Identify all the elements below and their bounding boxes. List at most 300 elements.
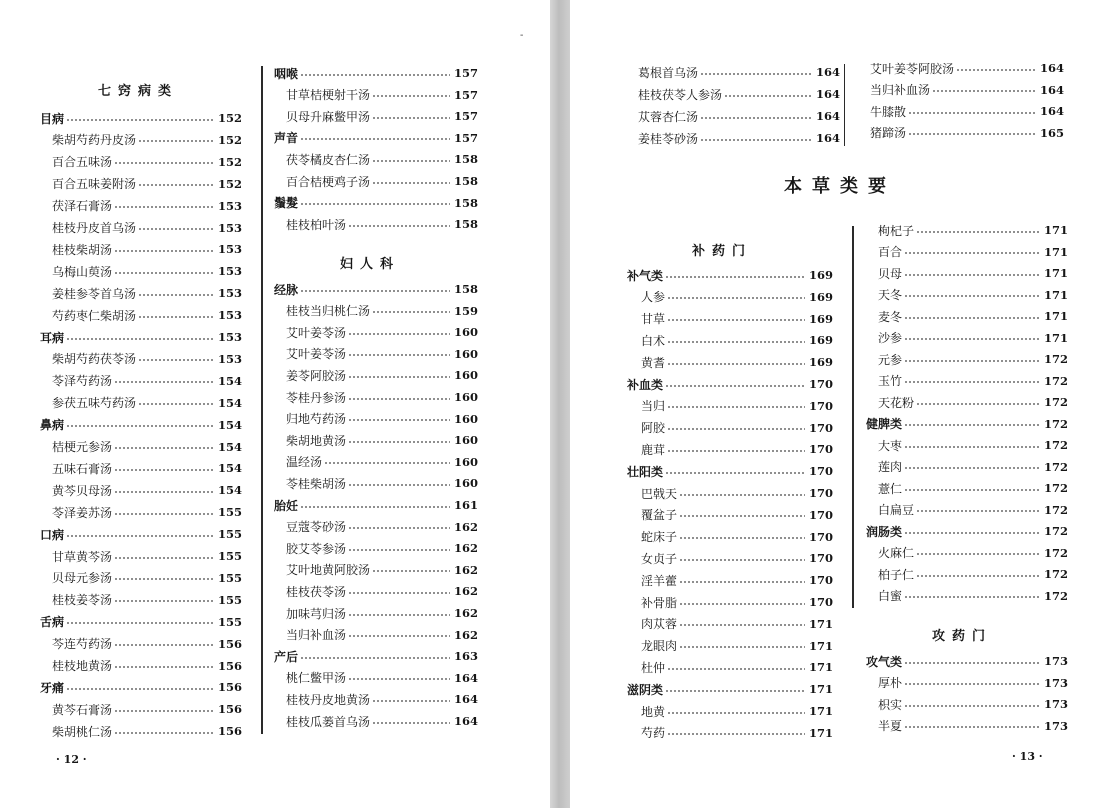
leader-dots xyxy=(724,95,812,97)
toc-entry-row xyxy=(878,220,1069,240)
toc-page-number: 170 xyxy=(809,377,834,391)
toc-entry-row xyxy=(641,723,834,743)
toc-page-number: 162 xyxy=(454,627,479,642)
toc-entry-row xyxy=(52,721,243,741)
toc-page-number: 172 xyxy=(1044,567,1069,581)
toc-entry-row xyxy=(52,371,243,391)
toc-page-number: 164 xyxy=(816,65,841,79)
toc-entry-row xyxy=(286,517,479,537)
toc-entry-title: 人参 xyxy=(641,290,666,305)
toc-entry-row xyxy=(641,287,834,307)
toc-entry-title: 龙眼肉 xyxy=(641,639,678,654)
leader-dots xyxy=(300,138,450,140)
toc-category-row xyxy=(274,63,479,83)
leader-dots xyxy=(114,578,214,580)
leader-dots xyxy=(348,376,450,378)
toc-entry-row xyxy=(641,636,834,656)
toc-page-number: 153 xyxy=(218,242,243,257)
toc-entry-row xyxy=(52,656,243,676)
leader-dots xyxy=(66,622,214,624)
toc-entry-row xyxy=(641,309,834,329)
leader-dots xyxy=(348,354,450,356)
toc-entry-row xyxy=(286,409,479,429)
toc-page-number: 164 xyxy=(816,87,841,101)
leader-dots xyxy=(665,276,805,278)
toc-entry-title: 茯泽石膏汤 xyxy=(52,199,113,214)
toc-page-number: 154 xyxy=(218,439,243,454)
toc-entry-row xyxy=(286,452,479,472)
toc-page-number: 170 xyxy=(809,398,834,413)
toc-category-row xyxy=(627,265,834,285)
toc-entry-row xyxy=(878,564,1069,584)
toc-entry-title: 乌梅山萸汤 xyxy=(52,264,113,279)
toc-entry-row xyxy=(870,101,1065,121)
toc-entry-row xyxy=(286,365,479,385)
leader-dots xyxy=(916,231,1040,233)
toc-entry-title: 鹿茸 xyxy=(641,442,666,457)
leader-dots xyxy=(348,635,450,637)
toc-entry-row xyxy=(641,352,834,372)
leader-dots xyxy=(348,398,450,400)
toc-entry-title: 补血类 xyxy=(627,377,664,392)
leader-dots xyxy=(904,726,1040,728)
toc-page-number: 153 xyxy=(218,351,243,366)
leader-dots xyxy=(679,559,805,561)
leader-dots xyxy=(348,549,450,551)
toc-entry-row xyxy=(878,500,1069,520)
leader-dots xyxy=(138,316,214,318)
toc-entry-title: 葛根首乌汤 xyxy=(638,65,699,80)
toc-page-number: 154 xyxy=(218,461,243,476)
toc-entry-title: 白蜜 xyxy=(878,589,903,603)
leader-dots xyxy=(138,294,214,296)
toc-page-number: 164 xyxy=(1040,82,1065,97)
toc-entry-title: 苓泽姜苏汤 xyxy=(52,505,113,520)
toc-entry-row xyxy=(52,239,243,259)
toc-category-row xyxy=(866,414,1069,434)
section-heading-qiqiao: 七窍病类 xyxy=(98,84,179,99)
toc-entry-title: 产后 xyxy=(274,649,299,664)
leader-dots xyxy=(679,646,805,648)
toc-entry-row xyxy=(641,483,834,503)
toc-category-row xyxy=(40,108,243,128)
leader-dots xyxy=(904,467,1040,469)
toc-entry-row xyxy=(878,392,1069,412)
toc-entry-title: 半夏 xyxy=(878,719,903,733)
toc-entry-title: 天冬 xyxy=(878,288,903,302)
toc-entry-row xyxy=(286,85,479,105)
toc-entry-row xyxy=(878,586,1069,606)
toc-entry-row xyxy=(286,214,479,234)
leader-dots xyxy=(114,162,214,164)
toc-entry-title: 声音 xyxy=(274,131,299,146)
toc-entry-title: 火麻仁 xyxy=(878,546,915,560)
toc-page-number: 172 xyxy=(1044,459,1069,474)
toc-entry-row xyxy=(641,701,834,721)
stray-mark: - xyxy=(520,30,524,41)
toc-entry-title: 元参 xyxy=(878,352,903,367)
leader-dots xyxy=(372,722,450,724)
leader-dots xyxy=(916,575,1040,577)
toc-entry-title: 牛膝散 xyxy=(870,104,907,119)
toc-entry-row xyxy=(286,322,479,342)
leader-dots xyxy=(904,317,1040,319)
leader-dots xyxy=(372,182,450,184)
right-page xyxy=(570,0,1119,808)
leader-dots xyxy=(138,359,214,361)
leader-dots xyxy=(904,446,1040,448)
toc-page-number: 171 xyxy=(809,638,834,653)
toc-entry-title: 茯苓橘皮杏仁汤 xyxy=(286,152,371,167)
leader-dots xyxy=(916,403,1040,405)
toc-entry-title: 耳病 xyxy=(40,330,65,345)
leader-dots xyxy=(114,491,214,493)
toc-entry-title: 桔梗元参汤 xyxy=(52,440,113,454)
toc-entry-title: 柴胡地黄汤 xyxy=(286,433,347,448)
toc-entry-title: 桂枝姜苓汤 xyxy=(52,593,113,608)
toc-entry-row xyxy=(878,694,1069,714)
toc-entry-row xyxy=(286,538,479,558)
toc-page-number: 160 xyxy=(454,368,479,383)
leader-dots xyxy=(138,228,214,230)
toc-page-number: 169 xyxy=(809,268,834,282)
leader-dots xyxy=(114,600,214,602)
leader-dots xyxy=(348,484,450,486)
toc-page-number: 155 xyxy=(218,592,243,607)
toc-entry-row xyxy=(52,568,243,588)
toc-entry-row xyxy=(641,439,834,459)
leader-dots xyxy=(348,419,450,421)
toc-page-number: 157 xyxy=(454,109,479,124)
toc-page-number: 169 xyxy=(809,311,834,326)
toc-entry-title: 贝母升麻鳖甲汤 xyxy=(286,109,371,124)
leader-dots xyxy=(667,668,805,670)
toc-entry-row xyxy=(52,152,243,172)
leader-dots xyxy=(904,662,1040,664)
leader-dots xyxy=(904,489,1040,491)
toc-entry-title: 温经汤 xyxy=(286,455,323,470)
leader-dots xyxy=(114,666,214,668)
leader-dots xyxy=(348,592,450,594)
toc-page-number: 154 xyxy=(218,417,243,432)
toc-entry-title: 桂枝茯苓汤 xyxy=(286,584,347,599)
toc-entry-row xyxy=(286,344,479,364)
toc-entry-title: 目病 xyxy=(40,111,65,126)
toc-entry-title: 豆蔻苓砂汤 xyxy=(286,520,347,535)
toc-category-row xyxy=(274,193,479,213)
leader-dots xyxy=(904,532,1040,534)
toc-page-number: 153 xyxy=(218,308,243,323)
toc-page-number: 153 xyxy=(218,198,243,213)
toc-category-row xyxy=(40,327,243,347)
toc-entry-row xyxy=(638,106,841,126)
toc-category-row xyxy=(40,677,243,697)
toc-entry-row xyxy=(52,437,243,457)
column-rule-short xyxy=(844,64,845,146)
toc-page-number: 172 xyxy=(1044,438,1069,452)
toc-category-row xyxy=(274,646,479,666)
leader-dots xyxy=(324,462,450,464)
leader-dots xyxy=(372,160,450,162)
toc-page-number: 154 xyxy=(218,395,243,410)
leader-dots xyxy=(679,603,805,605)
leader-dots xyxy=(66,119,214,121)
leader-dots xyxy=(138,184,214,186)
toc-entry-title: 芍药枣仁柴胡汤 xyxy=(52,308,137,323)
toc-page-number: 155 xyxy=(218,505,243,520)
column-rule xyxy=(852,226,854,608)
toc-entry-title: 枳实 xyxy=(878,697,903,712)
toc-entry-title: 百合五味姜附汤 xyxy=(52,177,137,192)
toc-entry-row xyxy=(52,634,243,654)
toc-entry-title: 滋阴类 xyxy=(627,682,664,697)
toc-entry-row xyxy=(641,505,834,525)
toc-page-number: 171 xyxy=(809,682,834,697)
leader-dots xyxy=(372,95,450,97)
toc-category-row xyxy=(627,374,834,394)
toc-entry-title: 黄耆 xyxy=(641,355,666,370)
toc-entry-title: 壮阳类 xyxy=(627,464,664,479)
toc-entry-row xyxy=(52,130,243,150)
toc-page-number: 164 xyxy=(454,714,479,728)
toc-page-number: 162 xyxy=(454,606,479,620)
toc-entry-title: 桂枝柏叶汤 xyxy=(286,217,347,232)
toc-entry-title: 苓泽芍药汤 xyxy=(52,374,113,389)
leader-dots xyxy=(114,272,214,274)
toc-page-number: 170 xyxy=(809,573,834,588)
toc-page-number: 172 xyxy=(1044,502,1069,517)
leader-dots xyxy=(138,403,214,405)
toc-entry-title: 百合桔梗鸡子汤 xyxy=(286,174,371,189)
toc-page-number: 172 xyxy=(1044,352,1069,366)
toc-entry-title: 白扁豆 xyxy=(878,503,915,517)
leader-dots xyxy=(667,319,805,321)
toc-entry-row xyxy=(286,689,479,709)
toc-page-number: 160 xyxy=(454,390,479,404)
toc-page-number: 154 xyxy=(218,483,243,498)
toc-entry-row xyxy=(878,478,1069,498)
leader-dots xyxy=(372,117,450,119)
toc-entry-title: 枸杞子 xyxy=(878,223,915,238)
toc-entry-row xyxy=(641,570,834,590)
toc-page-number: 172 xyxy=(1044,416,1069,431)
toc-page-number: 172 xyxy=(1044,545,1069,560)
main-heading-bencao: 本草类要 xyxy=(784,176,896,197)
toc-page-number: 160 xyxy=(454,454,479,469)
toc-entry-row xyxy=(286,668,479,688)
leader-dots xyxy=(667,297,805,299)
toc-page-number: 158 xyxy=(454,174,479,188)
leader-dots xyxy=(908,133,1036,135)
toc-entry-row xyxy=(878,349,1069,369)
toc-page-number: 156 xyxy=(218,680,243,695)
toc-category-row xyxy=(274,495,479,515)
leader-dots xyxy=(904,596,1040,598)
toc-entry-title: 甘草 xyxy=(641,312,666,327)
toc-entry-title: 润肠类 xyxy=(866,524,903,539)
toc-entry-row xyxy=(638,84,841,104)
toc-page-number: 153 xyxy=(218,330,243,344)
toc-entry-title: 艾叶姜苓汤 xyxy=(286,347,347,362)
toc-category-row xyxy=(866,651,1069,671)
toc-page-number: 162 xyxy=(454,584,479,599)
toc-page-number: 169 xyxy=(809,355,834,370)
leader-dots xyxy=(348,441,450,443)
toc-entry-title: 牙痛 xyxy=(40,680,65,695)
toc-entry-title: 苁蓉杏仁汤 xyxy=(638,109,699,124)
toc-page-number: 171 xyxy=(1044,287,1069,302)
page-gutter xyxy=(550,0,570,808)
toc-entry-title: 加味芎归汤 xyxy=(286,606,347,621)
leader-dots xyxy=(904,295,1040,297)
leader-dots xyxy=(916,510,1040,512)
toc-entry-title: 艾叶姜苓汤 xyxy=(286,325,347,340)
toc-entry-title: 沙参 xyxy=(878,331,903,345)
toc-entry-row xyxy=(641,330,834,350)
toc-entry-title: 桂枝茯苓人参汤 xyxy=(638,87,723,102)
toc-page-number: 160 xyxy=(454,325,479,340)
toc-entry-row xyxy=(286,430,479,450)
toc-page-number: 171 xyxy=(1044,330,1069,345)
toc-category-row xyxy=(40,612,243,632)
toc-category-row xyxy=(40,415,243,435)
leader-dots xyxy=(665,690,805,692)
toc-entry-title: 五味石膏汤 xyxy=(52,461,113,476)
toc-page-number: 170 xyxy=(809,486,834,500)
toc-entry-title: 鼻病 xyxy=(40,418,65,433)
toc-page-number: 162 xyxy=(454,541,479,556)
page-number-right: · 13 · xyxy=(1012,750,1043,763)
toc-entry-title: 艾叶地黄阿胶汤 xyxy=(286,563,371,578)
toc-entry-title: 桂枝丹皮首乌汤 xyxy=(52,221,137,235)
toc-entry-title: 天花粉 xyxy=(878,395,915,410)
toc-page-number: 171 xyxy=(1044,309,1069,323)
toc-entry-row xyxy=(52,480,243,500)
toc-page-number: 152 xyxy=(218,111,243,125)
leader-dots xyxy=(66,425,214,427)
toc-page-number: 152 xyxy=(218,176,243,191)
toc-entry-row xyxy=(286,387,479,407)
leader-dots xyxy=(348,225,450,227)
toc-page-number: 163 xyxy=(454,649,479,664)
toc-entry-title: 贝母元参汤 xyxy=(52,571,113,586)
toc-page-number: 155 xyxy=(218,527,243,542)
toc-entry-row xyxy=(878,457,1069,477)
toc-entry-row xyxy=(286,106,479,126)
toc-entry-title: 玉竹 xyxy=(878,374,903,388)
leader-dots xyxy=(665,385,805,387)
toc-entry-row xyxy=(870,80,1065,100)
toc-entry-row xyxy=(286,473,479,493)
leader-dots xyxy=(679,515,805,517)
toc-entry-row xyxy=(641,548,834,568)
leader-dots xyxy=(300,74,450,76)
toc-entry-row xyxy=(641,614,834,634)
toc-page-number: 171 xyxy=(1044,266,1069,280)
toc-entry-row xyxy=(52,218,243,238)
toc-entry-title: 巴戟天 xyxy=(641,486,678,501)
leader-dots xyxy=(66,338,214,340)
toc-page-number: 171 xyxy=(809,660,834,675)
toc-entry-title: 柴胡芍药茯苓汤 xyxy=(52,352,137,367)
toc-entry-title: 攻气类 xyxy=(866,654,903,669)
section-heading-gongyao: 攻药门 xyxy=(932,629,993,644)
toc-entry-title: 地黄 xyxy=(641,704,666,719)
toc-entry-row xyxy=(52,546,243,566)
toc-entry-title: 参茯五味芍药汤 xyxy=(52,396,137,411)
toc-entry-title: 艾叶姜苓阿胶汤 xyxy=(870,61,955,76)
toc-entry-title: 麦冬 xyxy=(878,309,903,324)
toc-category-row xyxy=(274,279,479,299)
toc-page-number: 162 xyxy=(454,562,479,577)
toc-entry-row xyxy=(52,349,243,369)
leader-dots xyxy=(114,557,214,559)
leader-dots xyxy=(904,360,1040,362)
toc-entry-row xyxy=(52,174,243,194)
toc-page-number: 158 xyxy=(454,152,479,167)
toc-page-number: 157 xyxy=(454,66,479,80)
leader-dots xyxy=(700,73,812,75)
toc-entry-row xyxy=(286,625,479,645)
toc-page-number: 169 xyxy=(809,333,834,348)
leader-dots xyxy=(700,139,812,141)
toc-entry-row xyxy=(878,306,1069,326)
toc-page-number: 154 xyxy=(218,373,243,388)
toc-entry-row xyxy=(286,603,479,623)
toc-page-number: 173 xyxy=(1044,697,1069,711)
toc-entry-row xyxy=(52,305,243,325)
toc-page-number: 160 xyxy=(454,476,479,491)
section-heading-furen: 妇人科 xyxy=(340,257,401,272)
toc-entry-row xyxy=(286,711,479,731)
toc-page-number: 164 xyxy=(816,131,841,145)
leader-dots xyxy=(348,527,450,529)
toc-page-number: 155 xyxy=(218,549,243,563)
leader-dots xyxy=(300,657,450,659)
leader-dots xyxy=(667,406,805,408)
leader-dots xyxy=(348,614,450,616)
leader-dots xyxy=(904,252,1040,254)
toc-entry-title: 归地芍药汤 xyxy=(286,412,347,427)
leader-dots xyxy=(114,381,214,383)
toc-entry-title: 大枣 xyxy=(878,438,903,453)
toc-page-number: 161 xyxy=(454,498,479,512)
toc-entry-row xyxy=(641,657,834,677)
leader-dots xyxy=(667,450,805,452)
toc-entry-row xyxy=(641,418,834,438)
leader-dots xyxy=(138,140,214,142)
left-page xyxy=(0,0,550,808)
toc-entry-title: 阿胶 xyxy=(641,421,666,436)
toc-page-number: 158 xyxy=(454,195,479,210)
toc-entry-row xyxy=(878,435,1069,455)
toc-entry-title: 桂枝地黄汤 xyxy=(52,659,113,673)
toc-page-number: 162 xyxy=(454,519,479,534)
page-number-left: · 12 · xyxy=(56,753,87,766)
leader-dots xyxy=(114,644,214,646)
leader-dots xyxy=(667,733,805,735)
toc-entry-title: 白术 xyxy=(641,333,666,348)
toc-page-number: 172 xyxy=(1044,395,1069,409)
leader-dots xyxy=(679,581,805,583)
leader-dots xyxy=(114,206,214,208)
toc-page-number: 170 xyxy=(809,507,834,522)
toc-entry-title: 桂枝丹皮地黄汤 xyxy=(286,692,371,707)
toc-entry-title: 胶艾苓参汤 xyxy=(286,541,347,556)
toc-entry-title: 黄芩石膏汤 xyxy=(52,702,113,717)
leader-dots xyxy=(679,494,805,496)
toc-page-number: 155 xyxy=(218,570,243,585)
